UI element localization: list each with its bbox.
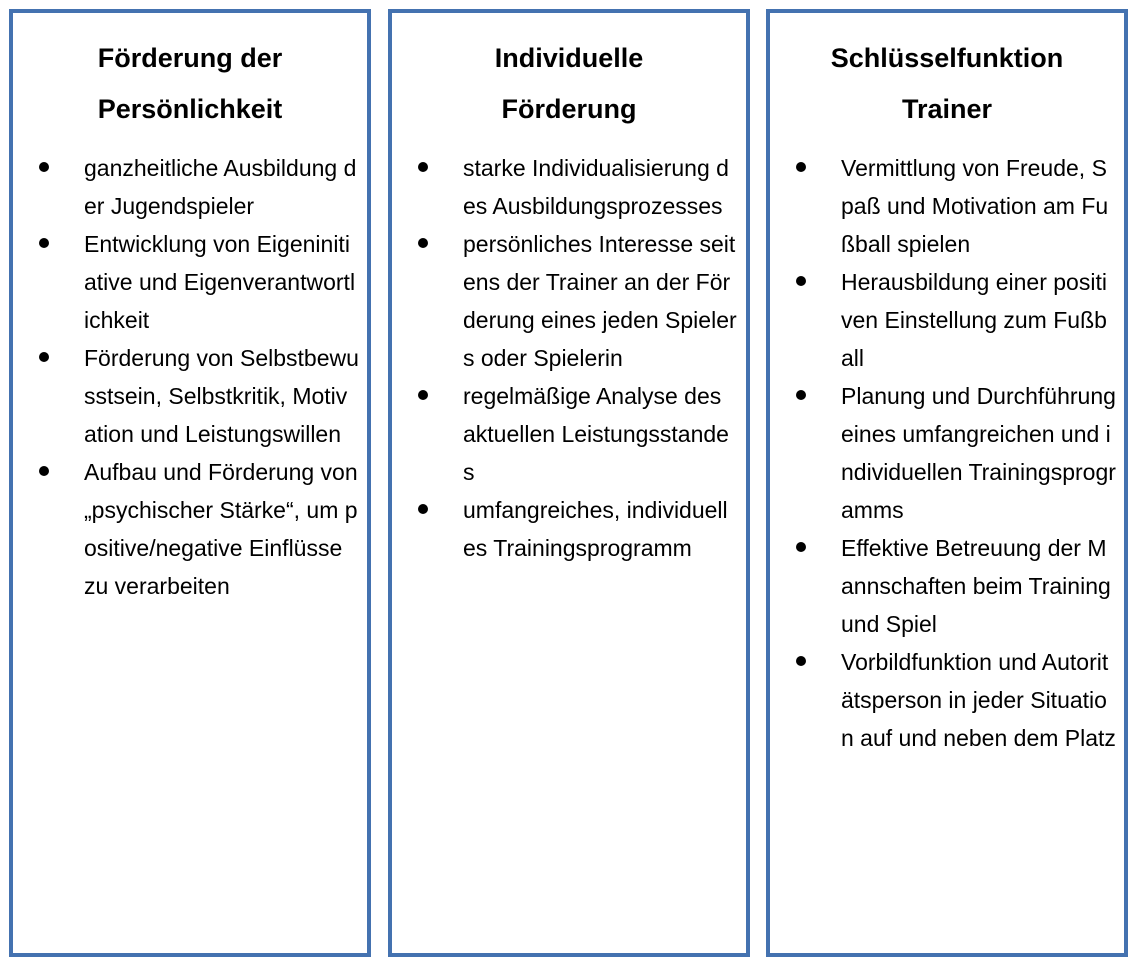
column-foerderung-persoenlichkeit xyxy=(9,9,371,957)
list-item-text: ganzheitliche Ausbildung der Jugendspieler xyxy=(84,155,357,219)
list-item xyxy=(13,225,367,339)
bullet-icon xyxy=(796,656,806,666)
list-item-text: Entwicklung von Eigeninitiative und Eigenverantwortlichkeit xyxy=(84,231,356,333)
column-schluesselfunktion-trainer xyxy=(766,9,1128,957)
bullet-icon xyxy=(418,162,428,172)
bullet-icon xyxy=(39,466,49,476)
list-item-text: Aufbau und Förderung von „psychischer Stärke“, um positive/negative Einflüsse zu verarbeiten xyxy=(84,459,358,599)
bullet-icon xyxy=(796,162,806,172)
bullet-icon xyxy=(418,390,428,400)
bullet-icon xyxy=(39,238,49,248)
list-item-text: Planung und Durchführung eines umfangreichen und individuellen Trainingsprogramms xyxy=(841,383,1116,523)
column-title: Schlüsselfunktion Trainer xyxy=(830,43,1064,124)
list-item xyxy=(770,263,1124,377)
bullet-list xyxy=(13,149,367,605)
column-individuelle-foerderung xyxy=(388,9,750,957)
list-item xyxy=(392,491,746,567)
column-title: Individuelle Förderung xyxy=(494,43,644,124)
list-item-text: Förderung von Selbstbewusstsein, Selbstkritik, Motivation und Leistungswillen xyxy=(84,345,359,447)
list-item xyxy=(13,149,367,225)
list-item-text: Vorbildfunktion und Autoritätsperson in jeder Situation auf und neben dem Platz xyxy=(841,649,1116,751)
list-item-text: Herausbildung einer positiven Einstellung zum Fußball xyxy=(841,269,1107,371)
list-item xyxy=(770,643,1124,757)
list-item xyxy=(770,377,1124,529)
list-item-text: umfangreiches, individuelles Trainingsprogramm xyxy=(463,497,728,561)
list-item-text: Vermittlung von Freude, Spaß und Motivation am Fußball spielen xyxy=(841,155,1109,257)
bullet-list xyxy=(392,149,746,567)
list-item-text: starke Individualisierung des Ausbildungsprozesses xyxy=(463,155,729,219)
list-item xyxy=(770,149,1124,263)
bullet-icon xyxy=(39,162,49,172)
list-item xyxy=(13,339,367,453)
column-title: Förderung der Persönlichkeit xyxy=(97,43,283,124)
list-item-text: persönliches Interesse seitens der Trainer an der Förderung eines jeden Spielers oder Spielerin xyxy=(463,231,737,371)
bullet-icon xyxy=(796,276,806,286)
list-item-text: Effektive Betreuung der Mannschaften beim Training und Spiel xyxy=(841,535,1111,637)
bullet-list xyxy=(770,149,1124,757)
list-item xyxy=(392,377,746,491)
bullet-icon xyxy=(796,542,806,552)
list-item xyxy=(392,149,746,225)
bullet-icon xyxy=(39,352,49,362)
list-item xyxy=(770,529,1124,643)
list-item-text: regelmäßige Analyse des aktuellen Leistungsstandes xyxy=(463,383,729,485)
bullet-icon xyxy=(796,390,806,400)
bullet-icon xyxy=(418,504,428,514)
list-item xyxy=(13,453,367,605)
bullet-icon xyxy=(418,238,428,248)
list-item xyxy=(392,225,746,377)
